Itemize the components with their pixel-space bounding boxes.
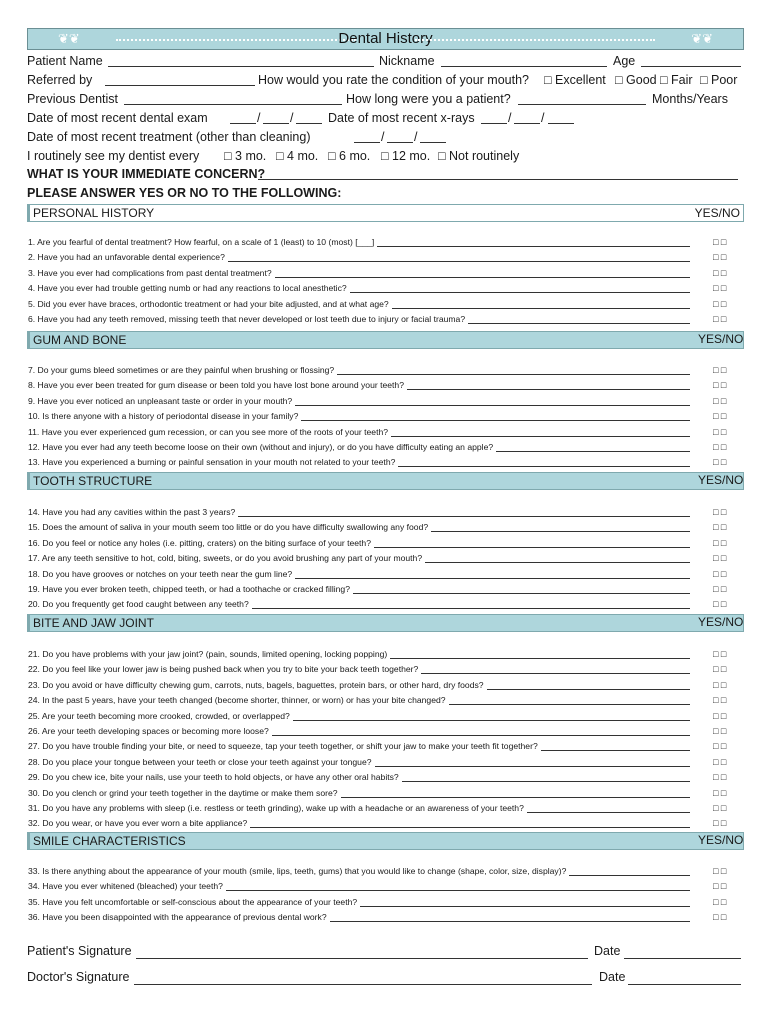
question-text: 8. Have you ever been treated for gum disease or been told you have lost bone around your teeth? <box>28 380 404 391</box>
yes-no-checkboxes[interactable]: □ □ <box>713 726 727 736</box>
yes-no-checkboxes[interactable]: □ □ <box>713 679 727 690</box>
answer-line[interactable] <box>407 389 690 390</box>
patient-signature-label: Patient's Signature <box>27 944 132 958</box>
yes-no-label: YES/NO <box>698 473 744 487</box>
form-title-bar <box>27 28 744 50</box>
question-text: 27. Do you have trouble finding your bite, or need to squeeze, tap your teeth together, or shift your jaw to make your teeth fit together? <box>28 741 538 752</box>
xrays-year-field[interactable] <box>548 123 574 124</box>
question-text: 34. Have you ever whitened (bleached) your teeth? <box>28 881 223 892</box>
answer-line[interactable] <box>377 246 690 247</box>
routine-not-option[interactable]: □ Not routinely <box>438 149 520 163</box>
answer-line[interactable] <box>228 261 690 262</box>
question-text: 19. Have you ever broken teeth, chipped teeth, or had a toothache or cracked filling? <box>28 584 350 594</box>
answer-line[interactable] <box>330 921 690 922</box>
treatment-year-field[interactable] <box>420 142 446 143</box>
yes-no-checkboxes[interactable]: □ □ <box>713 695 727 706</box>
previous-dentist-label: Previous Dentist <box>27 92 119 106</box>
question-text: 32. Do you wear, or have you ever worn a bite appliance? <box>28 818 248 829</box>
patient-name-field[interactable] <box>108 66 374 67</box>
answer-line[interactable] <box>487 689 690 690</box>
question-text: 11. Have you ever experienced gum recession, or can you see more of the roots of your teeth? <box>28 426 389 437</box>
section-title: SMILE CHARACTERISTICS <box>33 834 186 848</box>
question-text: 24. In the past 5 years, have your teeth changed (become shorter, thinner, or worn) or has your bite changed? <box>28 695 446 706</box>
yes-no-label: YES/NO <box>694 206 740 220</box>
section-header-bite-and-jaw-joint <box>27 614 744 632</box>
yes-no-checkboxes[interactable]: □ □ <box>713 912 727 923</box>
how-long-label: How long were you a patient? <box>346 92 511 106</box>
question-text: 1. Are you fearful of dental treatment? How fearful, on a scale of 1 (least) to 10 (most) [___] <box>28 237 375 247</box>
answer-line[interactable] <box>449 704 690 705</box>
immediate-concern-field[interactable] <box>258 179 738 180</box>
answer-line[interactable] <box>374 547 690 548</box>
date-slash: / <box>541 111 545 125</box>
yes-no-checkboxes[interactable]: □ □ <box>713 881 727 892</box>
answer-line[interactable] <box>360 906 690 907</box>
patient-name-label: Patient Name <box>27 54 103 68</box>
question-text: 26. Are your teeth developing spaces or becoming more loose? <box>28 726 269 736</box>
yes-no-checkboxes[interactable]: □ □ <box>713 599 727 610</box>
question-text: 10. Is there anyone with a history of periodontal disease in your family? <box>28 411 299 422</box>
yes-no-checkboxes[interactable]: □ □ <box>713 298 727 309</box>
answer-line[interactable] <box>468 323 690 324</box>
yes-no-checkboxes[interactable]: □ □ <box>713 741 727 752</box>
routine-12mo-option[interactable]: □ 12 mo. <box>381 149 431 163</box>
referred-by-field[interactable] <box>105 85 255 86</box>
rate-condition-label: How would you rate the condition of your mouth? <box>258 73 529 87</box>
doctor-date-field[interactable] <box>628 984 741 985</box>
recent-xrays-label: Date of most recent x-rays <box>328 111 475 125</box>
section-header-tooth-structure <box>27 472 744 490</box>
rate-excellent-option[interactable]: □ Excellent <box>544 73 606 87</box>
question-text: 21. Do you have problems with your jaw joint? (pain, sounds, limited opening, locking popping) <box>28 649 388 659</box>
date-slash: / <box>257 111 261 125</box>
question-text: 13. Have you experienced a burning or painful sensation in your mouth not related to your teeth? <box>28 457 396 468</box>
answer-line[interactable] <box>402 781 690 782</box>
yes-no-checkboxes[interactable]: □ □ <box>713 896 727 907</box>
yes-no-checkboxes[interactable]: □ □ <box>713 314 727 324</box>
question-text: 4. Have you ever had trouble getting numb or had any reactions to local anesthetic? <box>28 283 347 294</box>
question-text: 7. Do your gums bleed sometimes or are they painful when brushing or flossing? <box>28 365 335 375</box>
recent-treatment-label: Date of most recent treatment (other than cleaning) <box>27 130 311 144</box>
question-text: 20. Do you frequently get food caught between any teeth? <box>28 599 249 610</box>
ornament-left-icon: ❦❦ <box>58 31 80 46</box>
routine-6mo-option[interactable]: □ 6 mo. <box>328 149 371 163</box>
yes-no-checkboxes[interactable]: □ □ <box>713 568 727 579</box>
yes-no-checkboxes[interactable]: □ □ <box>713 237 727 247</box>
answer-line[interactable] <box>392 308 690 309</box>
question-text: 31. Do you have any problems with sleep (i.e. restless or teeth grinding), wake up with a headache or an awareness of your teeth? <box>28 803 524 813</box>
yes-no-checkboxes[interactable]: □ □ <box>713 252 727 263</box>
xrays-day-field[interactable] <box>514 123 540 124</box>
question-text: 3. Have you ever had complications from past dental treatment? <box>28 267 272 278</box>
title-divider-right <box>415 39 655 41</box>
treatment-month-field[interactable] <box>354 142 380 143</box>
previous-dentist-field[interactable] <box>124 104 342 105</box>
answer-line[interactable] <box>375 766 691 767</box>
patient-signature-field[interactable] <box>136 958 588 959</box>
yes-no-checkboxes[interactable]: □ □ <box>713 866 727 876</box>
answer-line[interactable] <box>275 277 690 278</box>
answer-line[interactable] <box>272 735 690 736</box>
question-text: 36. Have you been disappointed with the appearance of previous dental work? <box>28 912 327 923</box>
yes-no-checkboxes[interactable]: □ □ <box>713 584 727 594</box>
yes-no-checkboxes[interactable]: □ □ <box>713 395 727 406</box>
how-long-field[interactable] <box>518 104 646 105</box>
doctor-signature-label: Doctor's Signature <box>27 970 130 984</box>
yes-no-checkboxes[interactable]: □ □ <box>713 507 727 517</box>
yes-no-checkboxes[interactable]: □ □ <box>713 787 727 798</box>
yes-no-checkboxes[interactable]: □ □ <box>713 442 727 452</box>
answer-line[interactable] <box>390 658 690 659</box>
rate-poor-option[interactable]: □ Poor <box>700 73 738 87</box>
date-slash: / <box>290 111 294 125</box>
question-text: 12. Have you ever had any teeth become loose on their own (without and injury), or do you have difficulty eating an apple? <box>28 442 494 452</box>
exam-day-field[interactable] <box>263 123 289 124</box>
yes-no-checkboxes[interactable]: □ □ <box>713 649 727 659</box>
answer-line[interactable] <box>295 405 690 406</box>
yes-no-checkboxes[interactable]: □ □ <box>713 283 727 294</box>
rate-fair-option[interactable]: □ Fair <box>660 73 693 87</box>
answer-line[interactable] <box>421 673 690 674</box>
question-text: 23. Do you avoid or have difficulty chewing gum, carrots, nuts, bagels, baguettes, protein bars, or other hard, dry foods? <box>28 679 484 690</box>
answer-line[interactable] <box>295 578 690 579</box>
patient-date-field[interactable] <box>624 958 741 959</box>
question-text: 25. Are your teeth becoming more crooked, crowded, or overlapped? <box>28 710 290 721</box>
question-text: 30. Do you clench or grind your teeth together in the daytime or make them sore? <box>28 787 338 798</box>
exam-month-field[interactable] <box>230 123 256 124</box>
doctor-signature-field[interactable] <box>134 984 592 985</box>
answer-line[interactable] <box>293 720 690 721</box>
yes-no-checkboxes[interactable]: □ □ <box>713 664 727 675</box>
section-header-gum-and-bone <box>27 331 744 349</box>
yes-no-label: YES/NO <box>698 615 744 629</box>
answer-line[interactable] <box>252 608 690 609</box>
yes-no-checkboxes[interactable]: □ □ <box>713 553 727 564</box>
yes-no-checkboxes[interactable]: □ □ <box>713 267 727 278</box>
yes-no-checkboxes[interactable]: □ □ <box>713 756 727 767</box>
answer-line[interactable] <box>527 812 690 813</box>
yes-no-checkboxes[interactable]: □ □ <box>713 522 727 533</box>
question-text: 6. Have you had any teeth removed, missing teeth that never developed or lost teeth due to injury or facial trauma? <box>28 314 466 324</box>
answer-line[interactable] <box>431 531 690 532</box>
section-title: GUM AND BONE <box>33 333 127 347</box>
routine-visit-label: I routinely see my dentist every <box>27 149 200 163</box>
exam-year-field[interactable] <box>296 123 322 124</box>
answer-line[interactable] <box>496 451 690 452</box>
ornament-right-icon: ❦❦ <box>691 31 713 46</box>
routine-3mo-option[interactable]: □ 3 mo. <box>224 149 267 163</box>
question-text: 28. Do you place your tongue between your teeth or close your teeth against your tongue? <box>28 756 372 767</box>
yes-no-checkboxes[interactable]: □ □ <box>713 803 727 813</box>
question-text: 29. Do you chew ice, bite your nails, use your teeth to hold objects, or have any other oral habits? <box>28 772 399 783</box>
question-text: 18. Do you have grooves or notches on your teeth near the gum line? <box>28 568 293 579</box>
answer-line[interactable] <box>391 436 690 437</box>
answer-line[interactable] <box>226 890 690 891</box>
date-slash: / <box>381 130 385 144</box>
answer-line[interactable] <box>301 420 690 421</box>
answer-line[interactable] <box>238 516 690 517</box>
nickname-field[interactable] <box>441 66 607 67</box>
nickname-label: Nickname <box>379 54 435 68</box>
answer-line[interactable] <box>398 466 690 467</box>
yes-no-label: YES/NO <box>698 332 744 346</box>
answer-line[interactable] <box>353 593 690 594</box>
yes-no-checkboxes[interactable]: □ □ <box>713 457 727 468</box>
question-text: 16. Do you feel or notice any holes (i.e. pitting, craters) on the biting surface of your teeth? <box>28 537 371 548</box>
question-text: 17. Are any teeth sensitive to hot, cold, biting, sweets, or do you avoid brushing any part of your mouth? <box>28 553 423 564</box>
section-title: TOOTH STRUCTURE <box>33 474 153 488</box>
question-text: 5. Did you ever have braces, orthodontic treatment or had your bite adjusted, and at what age? <box>28 298 389 309</box>
section-header-personal-history <box>27 204 744 222</box>
section-title: BITE AND JAW JOINT <box>33 616 154 630</box>
section-header-smile-characteristics <box>27 832 744 850</box>
yes-no-checkboxes[interactable]: □ □ <box>713 380 727 391</box>
answer-line[interactable] <box>569 875 690 876</box>
patient-date-label: Date <box>594 944 621 958</box>
yes-no-checkboxes[interactable]: □ □ <box>713 818 727 829</box>
referred-by-label: Referred by <box>27 73 93 87</box>
instructions-heading: PLEASE ANSWER YES OR NO TO THE FOLLOWING: <box>27 186 342 200</box>
question-text: 22. Do you feel like your lower jaw is being pushed back when you try to bite your back teeth together? <box>28 664 419 675</box>
months-years-label: Months/Years <box>652 92 728 106</box>
routine-4mo-option[interactable]: □ 4 mo. <box>276 149 319 163</box>
yes-no-checkboxes[interactable]: □ □ <box>713 365 727 375</box>
answer-line[interactable] <box>337 374 690 375</box>
question-text: 14. Have you had any cavities within the past 3 years? <box>28 507 236 517</box>
yes-no-checkboxes[interactable]: □ □ <box>713 426 727 437</box>
treatment-day-field[interactable] <box>387 142 413 143</box>
answer-line[interactable] <box>541 750 690 751</box>
date-slash: / <box>508 111 512 125</box>
doctor-date-label: Date <box>599 970 626 984</box>
rate-good-option[interactable]: □ Good <box>615 73 657 87</box>
question-text: 9. Have you ever noticed an unpleasant taste or order in your mouth? <box>28 395 293 406</box>
age-label: Age <box>613 54 636 68</box>
answer-line[interactable] <box>250 827 690 828</box>
yes-no-checkboxes[interactable]: □ □ <box>713 710 727 721</box>
yes-no-checkboxes[interactable]: □ □ <box>713 411 727 422</box>
answer-line[interactable] <box>425 562 690 563</box>
form-title: Dental History <box>338 30 433 47</box>
section-title: PERSONAL HISTORY <box>33 206 155 220</box>
xrays-month-field[interactable] <box>481 123 507 124</box>
question-text: 35. Have you felt uncomfortable or self-conscious about the appearance of your teeth? <box>28 896 358 907</box>
question-text: 33. Is there anything about the appearance of your mouth (smile, lips, teeth, gums) that you would like to change (shape, color, size, display)? <box>28 866 567 876</box>
yes-no-checkboxes[interactable]: □ □ <box>713 772 727 783</box>
answer-line[interactable] <box>350 292 690 293</box>
immediate-concern-label: WHAT IS YOUR IMMEDIATE CONCERN? <box>27 167 266 181</box>
yes-no-checkboxes[interactable]: □ □ <box>713 537 727 548</box>
date-slash: / <box>414 130 418 144</box>
age-field[interactable] <box>641 66 741 67</box>
recent-exam-label: Date of most recent dental exam <box>27 111 208 125</box>
yes-no-label: YES/NO <box>698 833 744 847</box>
question-text: 2. Have you had an unfavorable dental experience? <box>28 252 225 263</box>
question-text: 15. Does the amount of saliva in your mouth seem too little or do you have difficulty swallowing any food? <box>28 522 429 533</box>
answer-line[interactable] <box>341 797 690 798</box>
